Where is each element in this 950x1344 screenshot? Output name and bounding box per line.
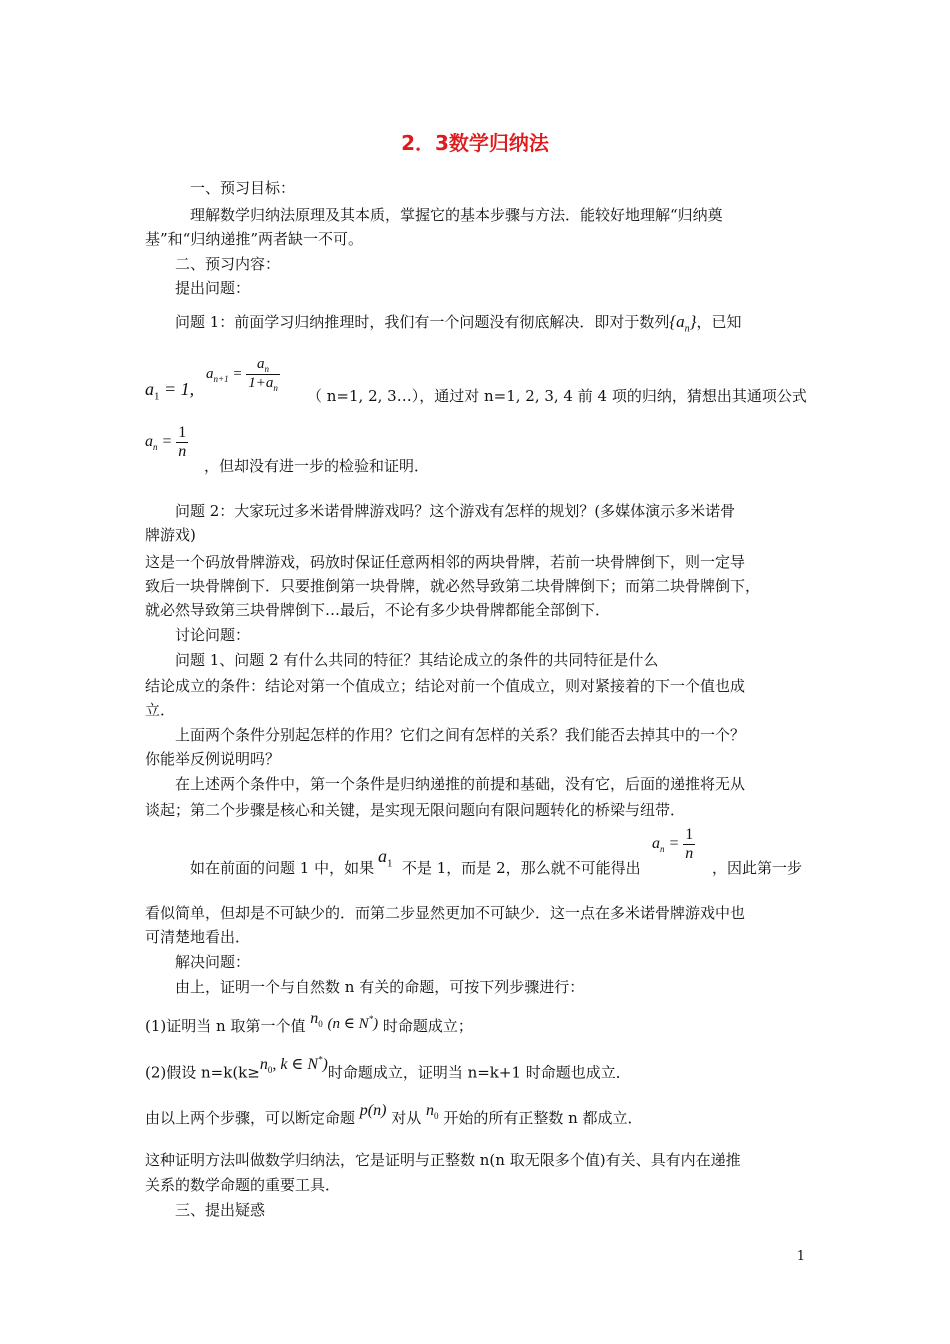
paragraph-line: 这种证明方法叫做数学归纳法，它是证明与正整数 n(n 取无限多个值)有关、具有内在递推 (145, 1151, 741, 1169)
text-span: 时命题成立，证明当 n=k+1 时命题也成立． (327, 1063, 631, 1082)
subheading: 提出问题： (175, 279, 251, 297)
paragraph-line: 立． (145, 701, 176, 719)
text-span: (1)证明当 n 取第一个值 (145, 1017, 306, 1035)
paragraph-line: 牌游戏) (145, 526, 196, 544)
formula-n0: $n_0$ (310, 1010, 323, 1030)
paragraph-line: 在上述两个条件中，第一个条件是归纳递推的前提和基础，没有它，后面的递推将无从 (175, 775, 746, 793)
page-title: 2．3数学归纳法 (401, 131, 549, 155)
paragraph-line: 就必然导致第三块骨牌倒下…最后，不论有多少块骨牌都能全部倒下． (145, 601, 611, 619)
text-span: ，已知 (696, 313, 742, 331)
paragraph-line: 如在前面的问题 1 中，如果 (190, 859, 375, 877)
paragraph-line: 谈起；第二个步骤是核心和关键，是实现无限问题向有限问题转化的桥梁与纽带． (145, 801, 686, 819)
paragraph-line: ，因此第一步 (712, 859, 803, 877)
paragraph-line: 理解数学归纳法原理及其本质，掌握它的基本步骤与方法．能较好地理解“归纳奠 (190, 206, 723, 224)
paragraph-line: ，但却没有进一步的检验和证明． (204, 457, 430, 475)
formula-general-term: $a_n$ = $\frac{1}{n}$ (145, 424, 187, 460)
paragraph-line: 不是 1，而是 2，那么就不可能得出 (402, 859, 641, 877)
text-span: 对从 (391, 1109, 422, 1127)
subheading: 解决问题： (175, 953, 251, 971)
formula-n-in-N: (n ∈ N*) (327, 1014, 379, 1032)
formula-a1: $a_1 = 1$, (145, 379, 195, 403)
paragraph-line: 你能举反例说明吗？ (145, 750, 281, 768)
paragraph-line: 上面两个条件分别起怎样的作用？它们之间有怎样的关系？我们能否去掉其中的一个？ (175, 726, 746, 744)
paragraph-line: 可清楚地看出． (145, 928, 251, 946)
text-span: 时命题成立； (382, 1017, 473, 1035)
formula-recurrence: $a_{n+1}$ = $\frac{a_n}{1+a_n}$ (206, 356, 278, 393)
paragraph-line: 致后一块骨牌倒下．只要推倒第一块骨牌，就必然导致第二块骨牌倒下；而第二块骨牌倒下， (145, 577, 761, 595)
paragraph-line (175, 312, 741, 339)
paragraph-line: （ n=1, 2, 3…），通过对 n=1, 2, 3, 4 前 4 项的归纳，猜想出其通项公式 (307, 387, 807, 405)
text-span: 由以上两个步骤，可以断定命题 (145, 1109, 356, 1127)
paragraph-line: 问题 1、问题 2 有什么共同的特征？其结论成立的条件的共同特征是什么 (175, 651, 659, 669)
text-span: 问题 1：前面学习归纳推理时，我们有一个问题没有彻底解决．即对于数列 (175, 313, 670, 331)
conclusion-line (145, 1102, 643, 1134)
step-1-line (145, 1012, 473, 1042)
paragraph-line: 基”和“归纳递推”两者缺一不可。 (145, 230, 364, 248)
paragraph-line: 看似简单，但却是不可缺少的．而第二步显然更加不可缺少．这一点在多米诺骨牌游戏中也 (145, 904, 746, 922)
formula-sequence: $\{a_n\}$ (669, 312, 697, 335)
paragraph-line: 由上，证明一个与自然数 n 有关的命题，可按下列步骤进行： (175, 978, 585, 996)
paragraph-line: 问题 2：大家玩过多米诺骨牌游戏吗？这个游戏有怎样的规划？(多媒体演示多米诺骨 (175, 502, 736, 520)
section-heading-1: 一、预习目标： (190, 179, 296, 197)
paragraph-line: 关系的数学命题的重要工具． (145, 1176, 341, 1194)
paragraph-line: 结论成立的条件：结论对第一个值成立；结论对前一个值成立，则对紧接着的下一个值也成 (145, 677, 746, 695)
text-span: 开始的所有正整数 n 都成立． (443, 1109, 643, 1127)
formula-general-term-inline: $a_n$ = $\frac{1}{n}$ (652, 826, 694, 862)
step-2-line (145, 1055, 631, 1089)
formula-p-n: p(n) (359, 1102, 387, 1119)
text-span: (2)假设 n=k(k≥ (145, 1063, 260, 1082)
formula-a1-inline: $a_1$ (378, 846, 393, 870)
section-heading-3: 三、提出疑惑 (175, 1201, 266, 1219)
formula-n0-k: $n_0$, k ∈ N*) (259, 1055, 328, 1076)
paragraph-line: 这是一个码放骨牌游戏，码放时保证任意两相邻的两块骨牌，若前一块骨牌倒下，则一定导 (145, 553, 746, 571)
section-heading-2: 二、预习内容： (175, 255, 281, 273)
formula-n0: $n_0$ (426, 1102, 439, 1122)
subheading: 讨论问题： (175, 626, 251, 644)
page-number: 1 (796, 1249, 805, 1264)
